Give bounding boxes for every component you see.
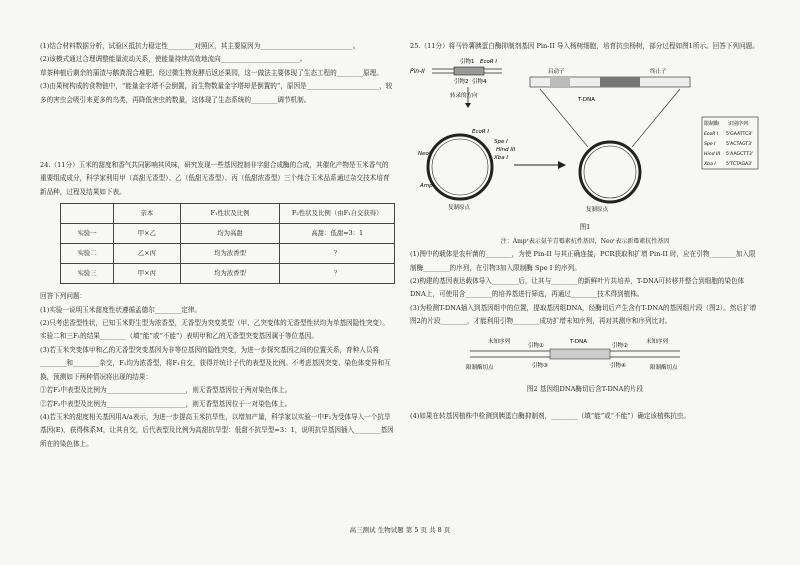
table-cell: 均为浓香型	[180, 264, 280, 284]
plasmid-circle	[428, 135, 492, 199]
q24-sub4: (4)若玉米的甜度相关基因用A/a表示，为进一步提高玉米抗旱性，以增加产量，科学家以实验一中F₁为受体导入一个抗旱基因(E)，获得株系M，让其自交，后代表型及比例为高甜抗旱型：低甜不抗旱型=3：1，说明抗旱基因插入________基因所在的染色体上。	[40, 412, 394, 448]
promoter-box	[550, 77, 570, 87]
q24-sub2: (2)只考虑香型性状，已知玉米野生型为浓香型，无香型为突变类型（甲、乙突变体的无香型性状均为单基因隐性突变）。实验二和三F₁的结果________（填“能”或“不能”）表明甲和乙的无香型突变基因属于等位基因。	[40, 319, 389, 341]
table-header-cell: F₂性状及比例（由F₁自交获得）	[280, 204, 395, 224]
prev-question-3: (3)由果树构成的食物链中，“能量金字塔不会倒置，而生物数量金字塔却是倒置的”，原因是______________________，较多的害虫会吸引来更多的鸟类，再降低害虫的数量，这体现了生态系统的________调节机制。	[40, 82, 393, 104]
fig2-label: 引物②	[612, 342, 628, 349]
table-header-cell	[61, 204, 114, 224]
table-cell: 高甜：低甜=3：1	[280, 224, 395, 244]
gene-label: Pin-II	[410, 68, 425, 76]
figure-1-caption: 图1	[579, 223, 591, 232]
gene-box	[454, 67, 484, 75]
primer-label: 引物4	[472, 79, 487, 86]
table-cell: 甲×丙	[114, 264, 180, 284]
plasmid-site: Spe I	[494, 139, 508, 146]
enzyme-name: EcoR I	[704, 132, 719, 138]
table-header-cell: 亲本	[114, 204, 180, 224]
table-row	[61, 264, 395, 284]
enzyme-seq: 5'ACTAGT3'	[726, 142, 753, 148]
enzyme-name: Xba I	[704, 162, 716, 168]
table-cell: 均为高甜	[180, 224, 280, 244]
transcription-direction-label: 转录的方向	[450, 93, 478, 100]
ori-label: 复制原点	[586, 207, 609, 214]
q25-sub2: (2)构建的基因表达载体导入________后，让其与________的新鲜叶片共培养，T-DNA可转移并整合到细胞的染色体DNA上，可使用含________的培养基进行筛选，再通过________技术得到植株。	[410, 277, 745, 299]
q24-sub3-case2: ②若F₂中表型及比例为________________________，则无香型基因位于一对染色体上。	[40, 399, 292, 408]
table-row	[61, 244, 395, 264]
table-header-cell: F₁性状及比例	[180, 204, 280, 224]
amp-label: Ampʳ	[420, 183, 435, 190]
tdna-box	[550, 349, 610, 359]
figure-2-diagram	[410, 333, 760, 379]
enzyme-seq: 5'TCTAGA3'	[726, 162, 753, 168]
enzyme-seq: 5'GAATTC3'	[726, 132, 753, 138]
enzyme-seq: 5'AAGCTT3'	[726, 152, 754, 158]
q25-sub1: (1)图中的载体是农杆菌的________，为使 Pin-II 与其正确连接，PCR获取和扩增 Pin-II 时，应在引物________加入限制酶________的序列，在引物3加入限制酶 Spe I 的序列。	[410, 250, 756, 272]
enzyme-name: Hind III	[704, 152, 721, 158]
fig2-bottom-label: 限制酶切点	[650, 364, 678, 371]
table-row	[61, 224, 395, 244]
fig2-bottom-label: 限制酶切点	[466, 364, 494, 371]
terminator-label: 终止子	[650, 69, 667, 76]
table-cell: 实验三	[61, 264, 114, 284]
pin-box	[600, 77, 640, 87]
enzyme-table-title: 限制酶	[704, 121, 720, 128]
table-cell: 实验二	[61, 244, 114, 264]
prev-question-2: (2)该模式通过合理调整能量流动关系，使能量持续高效地流向________________________。	[40, 55, 307, 64]
prev-question-1: (1)结合材料数据分析，试验区抵抗力稳定性________对照区，其主要原因为____________________________。	[40, 42, 360, 50]
figure-1	[410, 57, 760, 217]
table-cell: 甲×乙	[114, 224, 180, 244]
fig2-label: 引物①	[528, 342, 544, 349]
q24-intro: 24.（11分）玉米的甜度和香气共同影响其风味，研究发现一些基因控制非字甜合成酶的合成，其催化产物是玉米香气的重要组成成分，科学家利用甲（高甜无香型）、乙（低甜无香型）、丙（低甜浓香型）三个纯合玉米品系通过杂交技术培育新品种，过程及结果如下表。	[40, 161, 390, 196]
fig2-bottom-label: 引物④	[610, 362, 626, 369]
prev-question-2b: 草茶种植后剩余的蒲渣与鹅粪混合堆肥，经过微生物发酵后返还果园，这一做法主要体现了生态工程的________原理。	[40, 68, 383, 77]
table-cell: 实验一	[61, 224, 114, 244]
plasmid-site: EcoR I	[472, 129, 490, 136]
right-column	[410, 40, 760, 423]
left-column	[40, 40, 395, 451]
table-cell: 乙×丙	[114, 244, 180, 264]
enzyme-name: Spe I	[704, 142, 716, 148]
fig2-label: T-DNA	[570, 338, 587, 345]
figure-2	[410, 333, 760, 379]
figure-2-caption: 图2 基因组DNA酶切后含T-DNA的片段	[526, 384, 644, 393]
experiment-table	[60, 203, 395, 284]
q24-sub3: (3)若玉米突变体甲和乙的无香型突变基因为非等位基因的隐性突变，为进一步探究基因之间的位置关系，育种人员将________和________杂交，F₁均为浓香型，将F₁自交，获得并统计子代的表型及比例。不考虑基因突变、染色体变异和互换，预测如下两种情况将出现的结果：	[40, 345, 391, 381]
table-cell: ？	[280, 264, 395, 284]
table-header-row	[61, 204, 395, 224]
promoter-label: 启动子	[548, 69, 565, 76]
q24-prompt: 回答下列问题：	[40, 292, 87, 301]
recombinant-plasmid-circle	[580, 142, 640, 202]
figure-1-diagram	[410, 57, 760, 217]
table-cell: 均为浓香型	[180, 244, 280, 264]
fig2-bottom-label: 引物③	[532, 362, 548, 369]
tdna-label: T-DNA	[578, 97, 595, 104]
fig2-label: 未知序列	[646, 338, 669, 345]
q24-sub3-case1: ①若F₂中表型及比例为________________________，则无香型基因位于两对染色体上。	[40, 386, 292, 395]
q25-intro: 25.（11分）将马铃薯胰蛋白酶抑制剂基因 Pin-II 导入杨树细胞，培育抗虫杨树，部分过程如图1所示。回答下列问题。	[410, 42, 759, 50]
plasmid-site: Hind III	[496, 147, 516, 154]
q24-sub1: (1)实验一说明玉米甜度性状遵循孟德尔________定律。	[40, 305, 201, 314]
fig2-label: 未知序列	[488, 338, 511, 345]
enzyme-label: EcoR I	[480, 59, 498, 66]
table-cell: ？	[280, 244, 395, 264]
page-footer: 高三测试 生物试题 第 5 页 共 8 页	[349, 526, 451, 534]
q25-sub4: (4)如果在转基因植株中检测到胰蛋白酶抑制剂，________（填“能”或“不能”）确定该植株抗虫。	[410, 412, 690, 421]
primer-label: 引物1	[460, 59, 475, 66]
plasmid-site: Xba I	[494, 155, 508, 162]
enzyme-table-head: 识别序列	[728, 121, 749, 128]
figure-1-note: 注：Ampʳ表示氨苄青霉素抗性基因，Neoʳ表示新霉素抗性基因	[500, 237, 670, 245]
primer-label: 引物2	[454, 79, 469, 86]
q25-sub3: (3)为检测T-DNA插入到基因组中的位置，提取基因组DNA，经酶切后产生含有T-DNA的基因组片段（图2）。然后扩增图2的片段________，才能利用引物________成功扩增未知序列，再对其测序和序列比对。	[410, 303, 757, 326]
neo-label: Neoʳ	[418, 151, 431, 158]
ori-label: 复制原点	[448, 205, 471, 212]
